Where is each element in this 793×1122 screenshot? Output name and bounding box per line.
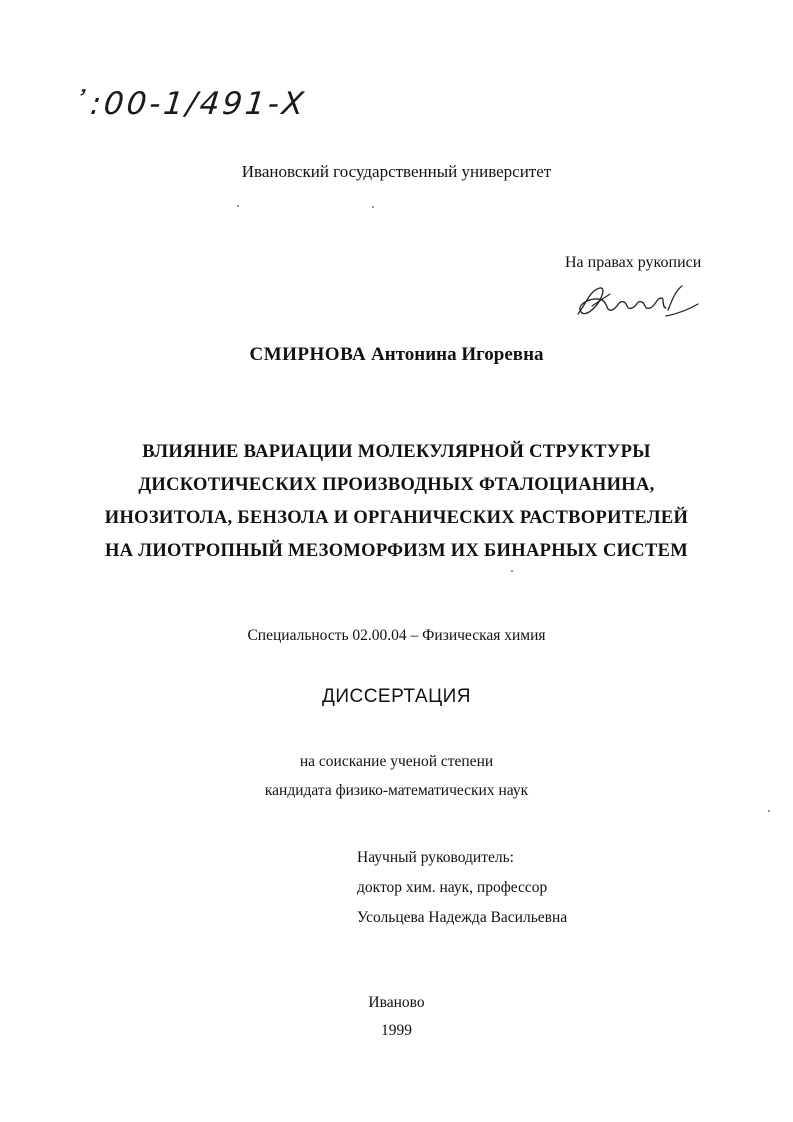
title-line: ДИСКОТИЧЕСКИХ ПРОИЗВОДНЫХ ФТАЛОЦИАНИНА, <box>138 475 655 495</box>
document-type: ДИССЕРТАЦИЯ <box>321 686 472 707</box>
title-line: ВЛИЯНИЕ ВАРИАЦИИ МОЛЕКУЛЯРНОЙ СТРУКТУРЫ <box>142 442 651 462</box>
author-signature <box>572 280 702 324</box>
supervisor-credentials: доктор хим. наук, профессор <box>357 879 548 896</box>
city: Иваново <box>368 994 425 1011</box>
author-name <box>0 344 793 366</box>
scan-speck <box>237 205 239 207</box>
dissertation-title <box>0 436 793 568</box>
degree-line-1: на соискание ученой степени <box>299 753 494 770</box>
scan-speck <box>768 810 770 812</box>
degree-line-2: кандидата физико-математических наук <box>264 782 529 799</box>
year: 1999 <box>381 1022 412 1039</box>
author-surname: СМИРНОВА <box>249 344 367 365</box>
scan-speck <box>372 206 374 208</box>
supervisor-block <box>357 843 567 933</box>
author-given-names: Антонина Игоревна <box>371 344 544 365</box>
rights-note: На правах рукописи <box>565 254 702 271</box>
specialty: Специальность 02.00.04 – Физическая химия <box>247 627 546 644</box>
title-line: ИНОЗИТОЛА, БЕНЗОЛА И ОРГАНИЧЕСКИХ РАСТВОРИТЕЛЕЙ <box>104 508 689 528</box>
handwritten-catalog-number: ᾽:00-1/491-X <box>70 86 309 122</box>
scan-speck <box>511 570 513 572</box>
title-line: НА ЛИОТРОПНЫЙ МЕЗОМОРФИЗМ ИХ БИНАРНЫХ СИСТЕМ <box>104 541 688 561</box>
university-name: Ивановский государственный университет <box>241 162 552 181</box>
supervisor-label: Научный руководитель: <box>357 849 514 866</box>
supervisor-name: Усольцева Надежда Васильевна <box>357 909 568 926</box>
